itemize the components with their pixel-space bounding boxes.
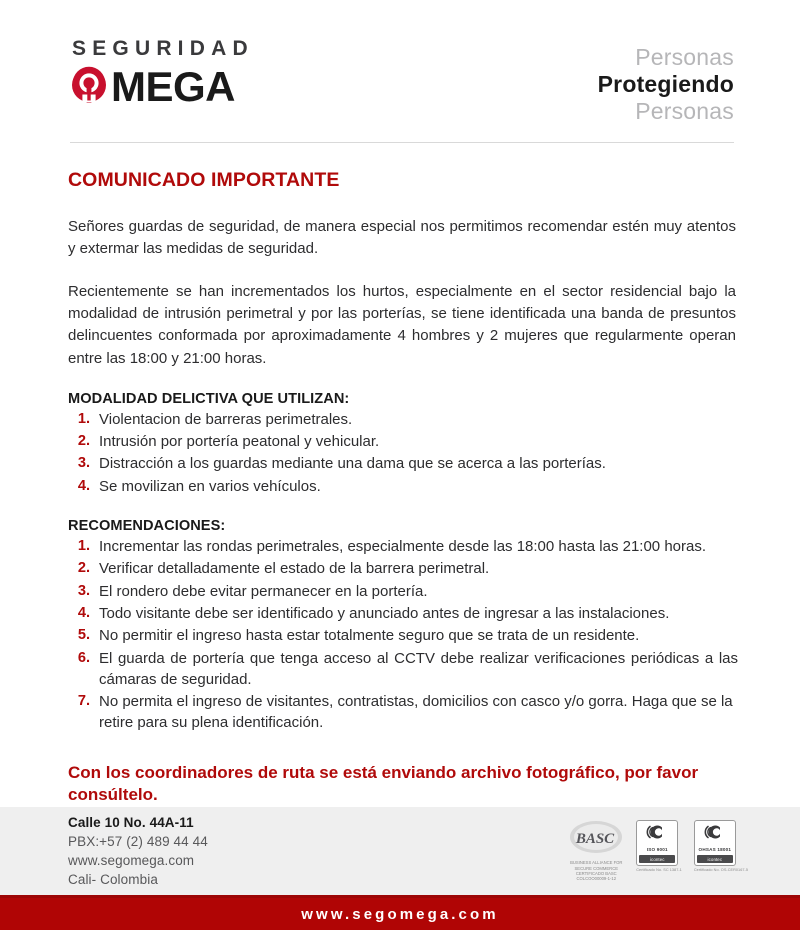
brand-top-word: SEGURIDAD [72,37,254,60]
tagline-line-1: Personas [635,44,734,70]
list-item-number: 5. [77,627,90,644]
svg-text:BASC: BASC [576,831,615,848]
list-item-number: 2. [77,560,90,577]
list-item-text: Intrusión por portería peatonal y vehicular. [99,433,380,451]
list-item-text: Verificar detalladamente el estado de la barrera perimetral. [99,560,490,578]
list-item-number: 1. [77,538,90,555]
icontec-label: icontec [697,855,733,863]
list-item [68,603,744,624]
section-heading-recomendaciones: RECOMENDACIONES: [68,518,226,535]
basc-caption: BUSINESS ALLIANCE FOR SECURE COMMERCE CERTIFICADO BASC COLCOO00009-1-12 [570,860,623,882]
tagline-line-2: Protegiendo [597,71,734,98]
list-item-text: Incrementar las rondas perimetrales, especialmente desde las 18:00 hasta las 21:00 horas. [99,538,707,556]
list-item [68,476,744,497]
list-item [68,691,744,734]
list-item [68,648,744,691]
icontec-swirl-icon [646,824,668,840]
icontec-label: icontec [639,855,675,863]
ohsas-standard-label: OHSAS 18001 [698,847,732,853]
list-item-text: El rondero debe evitar permanecer en la portería. [99,582,428,600]
iso-9001-badge [636,820,682,872]
omega-keyhole-icon [68,66,110,108]
ohsas-18001-badge [694,820,748,872]
list-item-number: 4. [77,604,90,621]
list-item-text: Todo visitante debe ser identificado y anunciado antes de ingresar a las instalaciones. [99,604,670,622]
iso-certificate-number: Certificado No. SC 1387-1 [636,868,682,873]
list-item [68,625,744,646]
list-item [68,453,744,474]
list-item-text: No permita el ingreso de visitantes, contratistas, domicilios con casco y/o gorra. Haga que se la retire para su plena identificación. [99,693,733,732]
tagline [598,38,734,125]
basc-badge [568,820,624,881]
iso-standard-label: ISO 9001 [646,847,668,853]
list-item-number: 6. [77,649,90,666]
list-item-number: 1. [77,410,90,427]
list-item [68,581,744,602]
list-item [68,558,744,579]
list-item-text: Distracción a los guardas mediante una dama que se acerca a las porterías. [99,455,606,473]
brand-logo [68,38,254,108]
list-item-number: 7. [77,693,90,710]
list-item-number: 4. [77,477,90,494]
page-title: COMUNICADO IMPORTANTE [68,169,340,192]
brand-lockup [68,63,254,110]
list-item [68,431,744,452]
intro-paragraph: Señores guardas de seguridad, de manera especial nos permitimos recomendar estén muy atentos y extermar las medidas de seguridad. [68,217,736,257]
list-item-number: 3. [77,455,90,472]
certification-badges [568,820,756,881]
modalidad-list [68,409,744,497]
context-paragraph: Recientemente se han incrementados los hurtos, especialmente en el sector residencial bajo la modalidad de intrusión perimetral y por las porterías, se tiene identificada una banda de presuntos delincuentes conformada por aproximadamente 4 hombres y 2 mujeres que regularmente operan entre las 18:00 y 21:00 horas. [68,283,736,367]
contact-website[interactable]: www.segomega.com [68,852,195,868]
list-item-number: 2. [77,433,90,450]
contact-city: Cali- Colombia [68,872,158,888]
recomendaciones-list [68,536,744,734]
page-header [0,0,800,125]
basc-logo-icon [568,820,624,854]
list-item-text: Se movilizan en varios vehículos. [99,477,321,495]
closing-statement: Con los coordinadores de ruta se está enviando archivo fotográfico, por favor consúltelo. [68,762,699,805]
list-item-text: Violentacion de barreras perimetrales. [99,410,353,428]
tagline-line-3: Personas [635,98,734,125]
brand-name: MEGA [111,63,235,110]
section-heading-modalidad: MODALIDAD DELICTIVA QUE UTILIZAN: [68,390,350,407]
list-item-text: No permitir el ingreso hasta estar totalmente seguro que se trata de un residente. [99,627,640,645]
ohsas-certificate-number: Certificado No. OS-CER0167-5 [693,868,748,873]
contact-block [68,813,208,890]
icontec-swirl-icon [704,824,726,840]
footer-band [0,807,800,896]
footer-website-bar [0,895,800,930]
list-item [68,536,744,557]
list-item [68,409,744,430]
list-item-number: 3. [77,582,90,599]
contact-address: Calle 10 No. 44A-11 [68,814,194,830]
document-body [0,143,800,806]
contact-phone: PBX:+57 (2) 489 44 44 [68,833,208,849]
footer-website-text[interactable]: www.segomega.com [301,905,499,923]
list-item-text: El guarda de portería que tenga acceso al CCTV debe realizar verificaciones periódicas a las cámaras de seguridad. [99,649,738,688]
